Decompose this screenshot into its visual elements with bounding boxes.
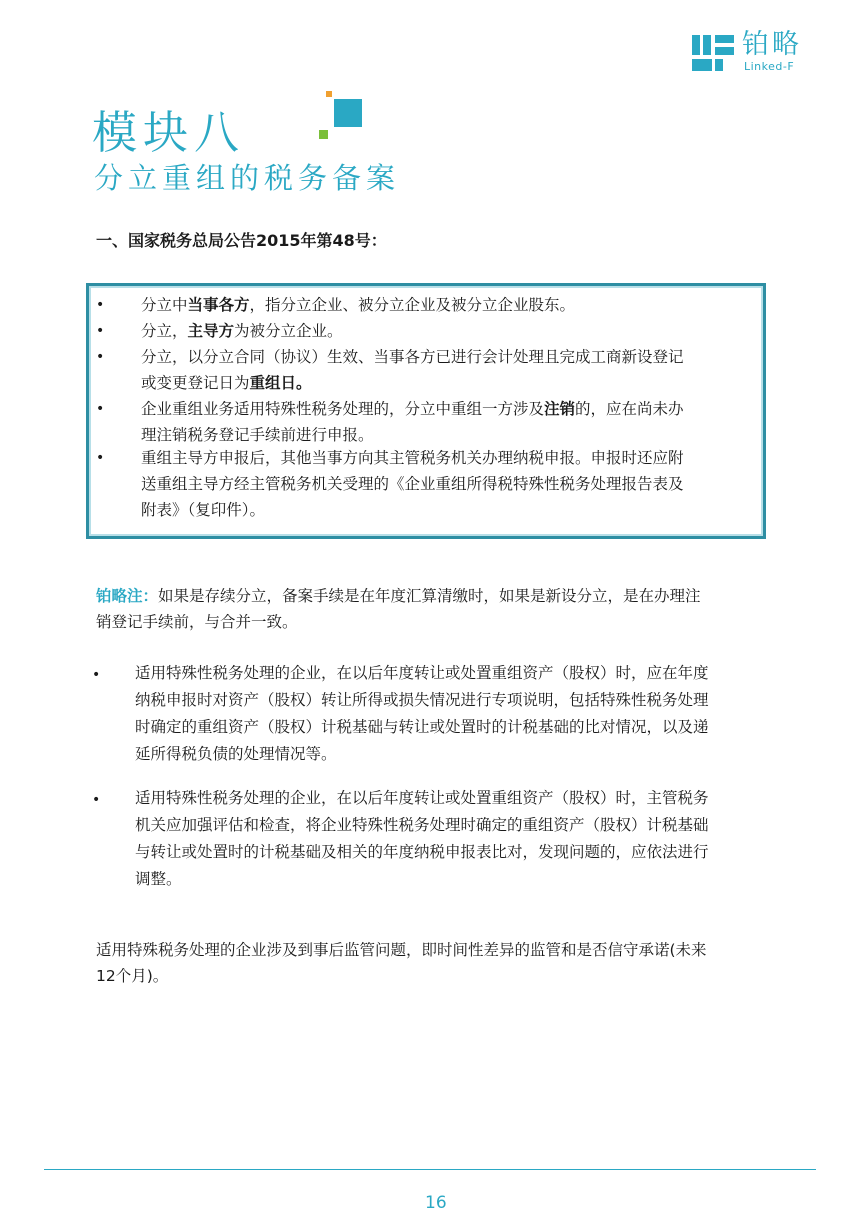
bullet: • (96, 349, 105, 365)
page-number: 16 (425, 1193, 447, 1213)
bullet: • (96, 323, 105, 339)
bullet: • (96, 401, 105, 417)
brand-name: 铂略 (742, 29, 802, 60)
linked-f-note: 铂略注：如果是存续分立，备案手续是在年度汇算清缴时，如果是新设分立，是在办理注 销登记手续前，与合并一致。 (96, 587, 701, 631)
footer-divider (44, 1169, 816, 1170)
box-item-4: 企业重组业务适用特殊性税务处理的，分立中重组一方涉及注销的，应在尚未办 理注销税务登记手续前进行申报。 (141, 400, 684, 444)
box-item-3: 分立，以分立合同（协议）生效、当事各方已进行会计处理且完成工商新设登记 或变更登记日为重组日。 (141, 348, 684, 392)
box-item-2: 分立，主导方为被分立企业。 (141, 322, 343, 340)
paragraph-1: 适用特殊性税务处理的企业，在以后年度转让或处置重组资产（股权）时，应在年度 纳税申报时对资产（股权）转让所得或损失情况进行专项说明，包括特殊性税务处理 时确定的重组资产（股权）计税基础与转让或处置时的计税基础的比对情况，以及递 延所得税负债的处理情况等。 (135, 664, 709, 763)
section-heading: 一、国家税务总局公告2015年第48号： (96, 231, 387, 250)
bullet: • (92, 667, 101, 683)
page-subtitle: 分立重组的税务备案 (94, 161, 401, 195)
bullet: • (96, 297, 105, 313)
box-item-1: 分立中当事各方，指分立企业、被分立企业及被分立企业股东。 (141, 296, 576, 314)
brand-name-en: Linked-F (744, 60, 795, 73)
note-label: 铂略注： (96, 587, 159, 605)
brand-logo-icon (692, 35, 734, 71)
closing-paragraph: 适用特殊税务处理的企业涉及到事后监管问题，即时间性差异的监管和是否信守承诺(未来 12个月)。 (96, 941, 707, 985)
paragraph-2: 适用特殊性税务处理的企业，在以后年度转让或处置重组资产（股权）时，主管税务 机关应加强评估和检查，将企业特殊性税务处理时确定的重组资产（股权）计税基础 与转让或处置时的计税基础及相关的年度纳税申报表比对，发现问题的，应依法进行 调整。 (135, 789, 709, 888)
page-title: 模块八 (92, 106, 246, 159)
bullet: • (96, 450, 105, 466)
box-item-5: 重组主导方申报后，其他当事方向其主管税务机关办理纳税申报。申报时还应附 送重组主导方经主管税务机关受理的《企业重组所得税特殊性税务处理报告表及 附表》（复印件）。 (141, 449, 684, 519)
bullet: • (92, 792, 101, 808)
